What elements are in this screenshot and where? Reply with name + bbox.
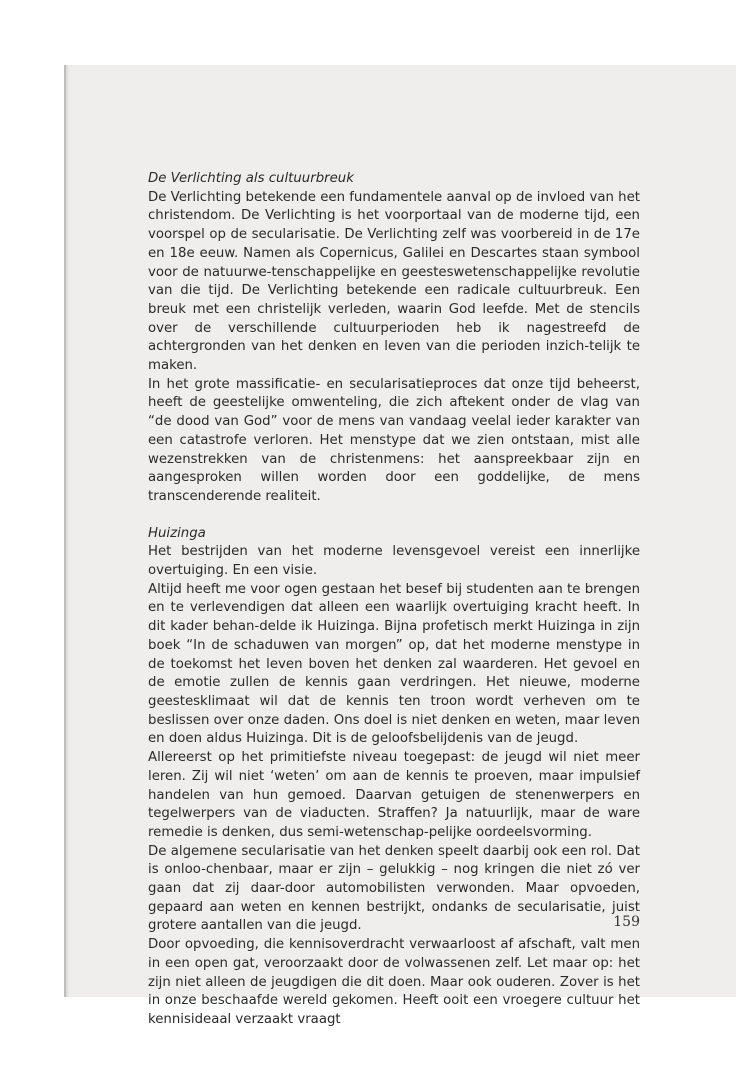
page-left-edge [64, 65, 66, 997]
page-number: 159 [613, 914, 640, 930]
paragraph: Het bestrijden van het moderne levensgevoel vereist een innerlijke overtuiging. En een visie. [148, 544, 640, 579]
paragraph: In het grote massificatie- en secularisatieproces dat onze tijd beheerst, heeft de geestelijke omwenteling, die zich aftekent onder de vlag van “de dood van God” voor de mens van vandaag veelal ieder karakter van een catastrofe verloren. Het menstype dat we zien ontstaan, mist alle wezenstrekken van de christenmens: het aanspreekbaar zijn en aangesproken willen worden door een goddelijke, de mens transcenderende realiteit. [148, 376, 640, 504]
section-heading: De Verlichting als cultuurbreuk [148, 171, 354, 186]
paragraph: Altijd heeft me voor ogen gestaan het besef bij studenten aan te brengen en te verlevendigen dat alleen een waarlijk overtuiging kracht heeft. In dit kader behan-delde ik Huizinga. Bijna profetisch merkt Huizinga in zijn boek “In de schaduwen van morgen” op, dat het moderne menstype in de toekomst het leven boven het denken zal waarderen. Het gevoel en de emotie zullen de kennis gaan verdringen. Het nieuwe, moderne geestesklimaat wil dat de kennis ten troon wordt verheven om te beslissen over onze daden. Ons doel is niet denken en weten, maar leven en doen aldus Huizinga. Dit is de geloofsbelijdenis van de jeugd. [148, 581, 640, 747]
paragraph: Allereerst op het primitiefste niveau toegepast: de jeugd wil niet meer leren. Zij wil niet ‘weten’ om aan de kennis te proeven, maar impulsief handelen van hun gemoed. Daarvan getuigen de stenenwerpers en tegelwerpers van de viaducten. Straffen? Ja natuurlijk, maar de ware remedie is denken, dus semi-wetenschap-pelijke oordeelsvorming. [148, 750, 640, 840]
section-heading: Huizinga [148, 525, 206, 541]
paragraph: Door opvoeding, die kennisoverdracht verwaarloost af afschaft, valt men in een open gat, veroorzaakt door de volwassenen zelf. Let maar op: het zijn niet alleen de jeugdigen die dit doen. Maar ook ouderen. Zover is het in onze beschaafde wereld gekomen. Heeft ooit een vroegere cultuur het kennisideaal verzaakt vraagt [148, 937, 640, 1027]
section-spacer [148, 507, 640, 525]
paragraph: De algemene secularisatie van het denken speelt daarbij ook een rol. Dat is onloo-chenbaar, maar er zijn – gelukkig – nog kringen die niet zó ver gaan dat zij daar-door automobilisten verwonden. Maar opvoeden, gepaard aan weten en kennen bestrijkt, ondanks de secularisatie, juist grotere aantallen van die jeugd. [148, 843, 640, 934]
body-text [148, 170, 640, 1030]
paragraph: De Verlichting betekende een fundamentele aanval op de invloed van het christendom. De Verlichting is het voorportaal van de moderne tijd, een voorspel op de secularisatie. De Verlichting zelf was voorbereid in de 17e en 18e eeuw. Namen als Copernicus, Galilei en Descartes staan symbool voor de natuurwe-tenschappelijke en geesteswetenschappelijke revolutie van die tijd. De Verlichting betekende een radicale cultuurbreuk. Een breuk met een christelijk verleden, waarin God leefde. Met de stencils over de verschillende cultuurperioden heb ik nagestreefd de achtergronden van het denken en leven van die perioden inzich-telijk te maken. [148, 189, 640, 374]
